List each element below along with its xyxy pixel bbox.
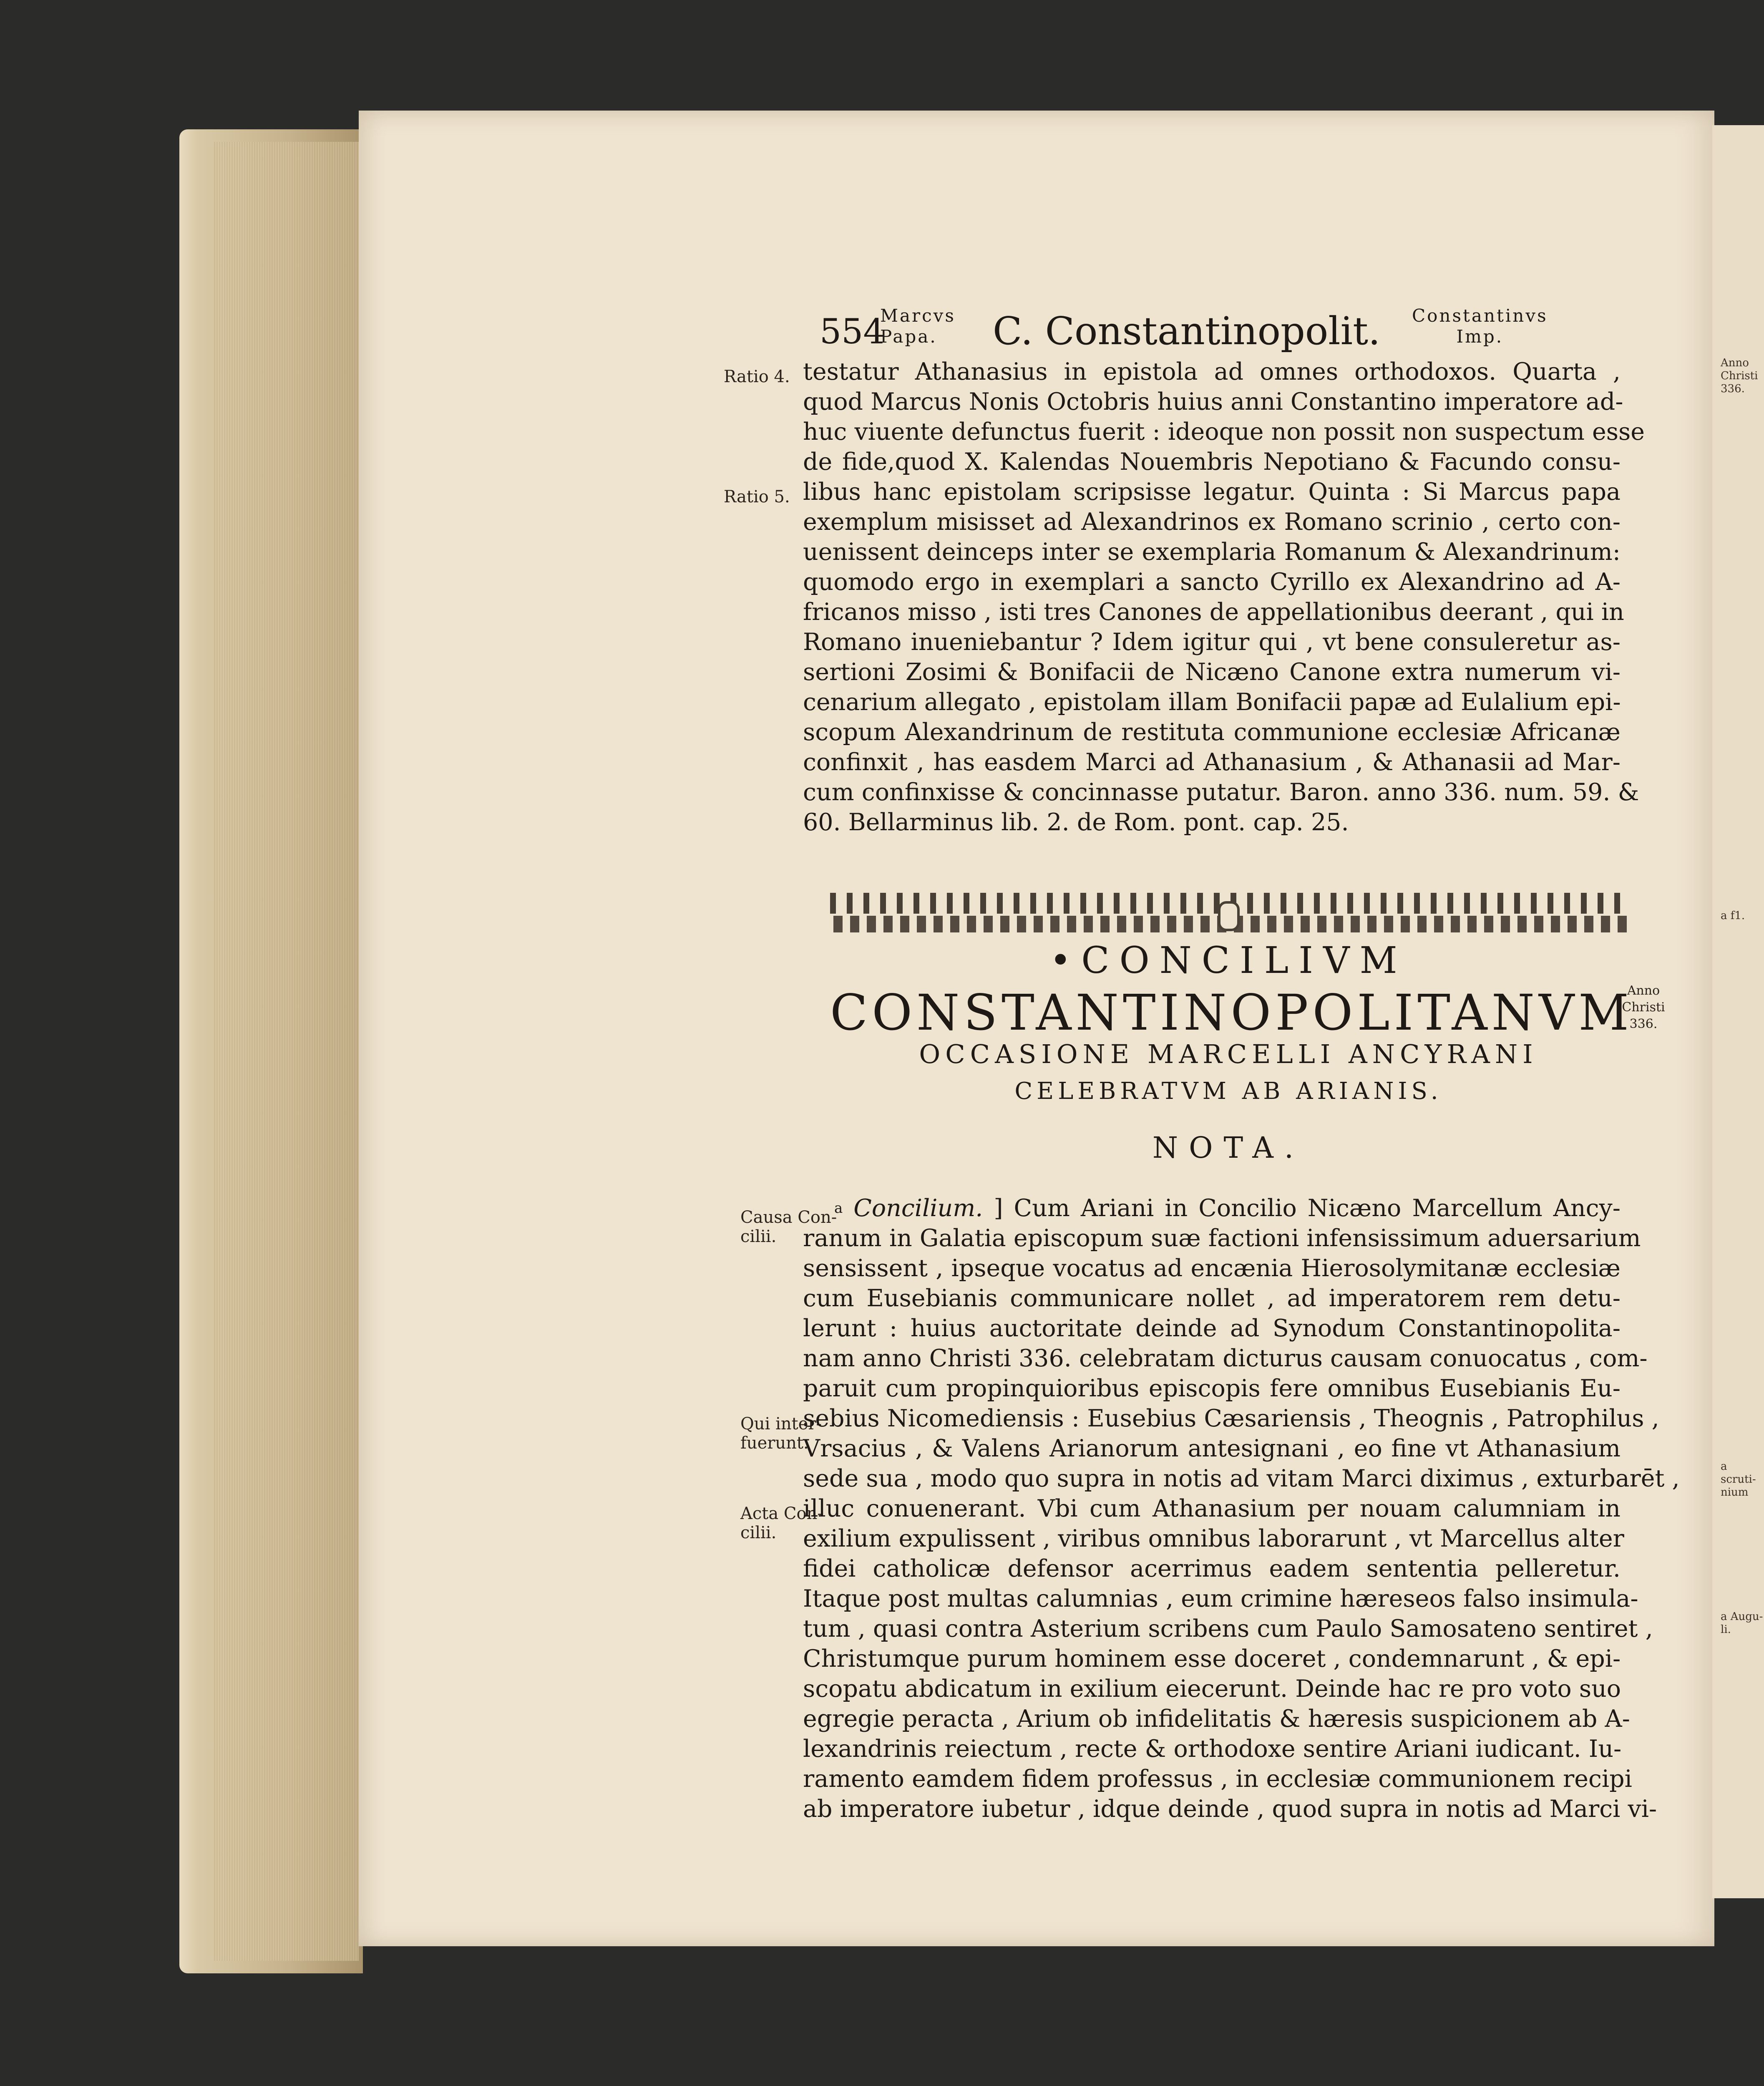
facing-note-b: a f1. <box>1721 909 1745 922</box>
text-line: sertioni Zosimi & Bonifacii de Nicæno Canone extra numerum vi- <box>803 658 1621 686</box>
facing-scrut-1: a scruti- <box>1721 1460 1756 1486</box>
facing-augu-1: a Augu- <box>1721 1610 1763 1623</box>
text-line: cenarium allegato , epistolam illam Bonifacii papæ ad Eulalium epi- <box>803 688 1621 716</box>
text-line: illuc conuenerant. Vbi cum Athanasium per nouam calumniam in <box>803 1495 1621 1522</box>
margin-causa-2: cilii. <box>740 1227 777 1246</box>
text-line: egregie peracta , Arium ob infidelitatis & hæresis suspicionem ab A- <box>803 1705 1630 1733</box>
facing-augu-2: li. <box>1721 1623 1731 1636</box>
text-line: scopatu abdicatum in exilium eiecerunt. Deinde hac re pro voto suo <box>803 1675 1621 1703</box>
subtitle-celebratum: CELEBRATVM AB ARIANIS. <box>1014 1078 1442 1105</box>
text-line: Vrsacius , & Valens Arianorum antesignani , eo fine vt Athanasium <box>803 1435 1621 1462</box>
text-line: libus hanc epistolam scripsisse legatur. Quinta : Si Marcus papa <box>803 478 1621 506</box>
text-line: uenissent deinceps inter se exemplaria Romanum & Alexandrinum: <box>803 538 1621 566</box>
text-line: Itaque post multas calumnias , eum crimine hæreseos falso insimula- <box>803 1585 1638 1612</box>
running-header <box>820 300 1621 355</box>
header-right-2: Imp. <box>1456 326 1504 347</box>
text-line: tum , quasi contra Asterium scribens cum Paulo Samosateno sentiret , <box>803 1615 1653 1643</box>
anno-3: 336. <box>1629 1017 1658 1031</box>
title-constantinopolitanum: CONSTANTINOPOLITANVM <box>830 984 1633 1041</box>
facing-anno <box>1721 357 1758 396</box>
text-line: nam anno Christi 336. celebratam dicturus causam conuocatus , com- <box>803 1345 1648 1372</box>
ornament-center-mark <box>1218 901 1240 931</box>
note-lead-text: ] Cum Ariani in Concilio Nicæno Marcellum Ancy- <box>994 1194 1621 1222</box>
text-line: ab imperatore iubetur , idque deinde , quod supra in notis ad Marci vi- <box>803 1795 1657 1823</box>
text-line: exemplum misisset ad Alexandrinos ex Romano scrinio , certo con- <box>803 508 1621 536</box>
subtitle-occasione: OCCASIONE MARCELLI ANCYRANI <box>919 1039 1538 1069</box>
note-lead-line <box>803 1193 1621 1223</box>
note-marker: a <box>834 1200 843 1217</box>
facing-anno-3: 336. <box>1721 383 1745 396</box>
text-line: de fide,quod X. Kalendas Nouembris Nepotiano & Facundo consu- <box>803 448 1621 476</box>
text-line: paruit cum propinquioribus episcopis fere omnibus Eusebianis Eu- <box>803 1375 1621 1402</box>
book-page-edges <box>179 129 363 1973</box>
header-title: C. Constantinopolit. <box>993 309 1381 353</box>
ornamental-divider <box>830 893 1627 932</box>
text-line: 60. Bellarminus lib. 2. de Rom. pont. cap. 25. <box>803 809 1349 836</box>
anno-2: Christi <box>1622 1000 1665 1015</box>
facing-anno-1: Anno <box>1721 357 1749 369</box>
page-number: 554 <box>820 312 885 352</box>
margin-ratio-4: Ratio 4. <box>724 367 790 386</box>
text-line: sensissent , ipseque vocatus ad encænia Hierosolymitanæ ecclesiæ <box>803 1255 1621 1282</box>
body-text-note <box>803 1193 1680 1824</box>
text-line: ramento eamdem fidem professus , in ecclesiæ communionem recipi <box>803 1765 1632 1793</box>
text-line: sebius Nicomediensis : Eusebius Cæsariensis , Theognis , Patrophilus , <box>803 1405 1659 1432</box>
header-right-runner <box>1412 305 1548 347</box>
text-line: sede sua , modo quo supra in notis ad vitam Marci diximus , exturbarēt , <box>803 1465 1680 1492</box>
text-line: huc viuente defunctus fuerit : ideoque non possit non suspectum esse <box>803 418 1645 446</box>
text-line: lexandrinis reiectum , recte & orthodoxe sentire Ariani iudicant. Iu- <box>803 1735 1622 1763</box>
text-line: confinxit , has easdem Marci ad Athanasium , & Athanasii ad Mar- <box>803 748 1621 776</box>
header-left-runner <box>880 305 956 347</box>
note-keyword: Concilium. <box>853 1194 983 1222</box>
anno-1: Anno <box>1627 983 1660 998</box>
margin-qui-1: Qui inter- <box>740 1414 822 1433</box>
header-left-1: Marcvs <box>880 305 956 326</box>
facing-note-augu <box>1721 1610 1763 1636</box>
text-line: quomodo ergo in exemplari a sancto Cyrillo ex Alexandrino ad A- <box>803 568 1621 596</box>
text-line: lerunt : huius auctoritate deinde ad Synodum Constantinopolita- <box>803 1315 1621 1342</box>
text-line: ranum in Galatia episcopum suæ factioni infensissimum aduersarium <box>803 1224 1641 1252</box>
title-concilium: •CONCILIVM <box>1049 939 1407 982</box>
facing-anno-2: Christi <box>1721 370 1758 383</box>
text-line: exilium expulissent , viribus omnibus laborarunt , vt Marcellus alter <box>803 1525 1624 1552</box>
text-line: testatur Athanasius in epistola ad omnes orthodoxos. Quarta , <box>803 358 1621 385</box>
text-line: scopum Alexandrinum de restituta communione ecclesiæ Africanæ <box>803 718 1621 746</box>
text-line: cum confinxisse & concinnasse putatur. Baron. anno 336. num. 59. & <box>803 778 1639 806</box>
margin-qui-2: fuerunt. <box>740 1433 809 1453</box>
facing-page-edge <box>1712 125 1764 1898</box>
margin-acta-1: Acta Con- <box>740 1504 823 1523</box>
margin-anno-christi <box>1618 983 1668 1033</box>
text-line: Romano inueniebantur ? Idem igitur qui , vt bene consuleretur as- <box>803 628 1621 656</box>
text-line: fricanos misso , isti tres Canones de appellationibus deerant , qui in <box>803 598 1624 626</box>
margin-ratio-5: Ratio 5. <box>724 487 790 506</box>
text-line: Christumque purum hominem esse doceret , condemnarunt , & epi- <box>803 1645 1621 1673</box>
header-right-1: Constantinvs <box>1412 305 1548 326</box>
text-line: quod Marcus Nonis Octobris huius anni Constantino imperatore ad- <box>803 388 1623 416</box>
margin-causa-1: Causa Con- <box>740 1208 837 1227</box>
text-line: cum Eusebianis communicare nollet , ad imperatorem rem detu- <box>803 1285 1621 1312</box>
body-text-top <box>803 357 1645 837</box>
text-line: fidei catholicæ defensor acerrimus eadem sententia pelleretur. <box>803 1555 1621 1582</box>
facing-scrut-2: nium <box>1721 1486 1749 1499</box>
section-nota: NOTA. <box>1152 1131 1305 1165</box>
facing-note-scrut <box>1721 1460 1764 1499</box>
header-left-2: Papa. <box>880 326 937 347</box>
margin-acta-2: cilii. <box>740 1523 777 1542</box>
